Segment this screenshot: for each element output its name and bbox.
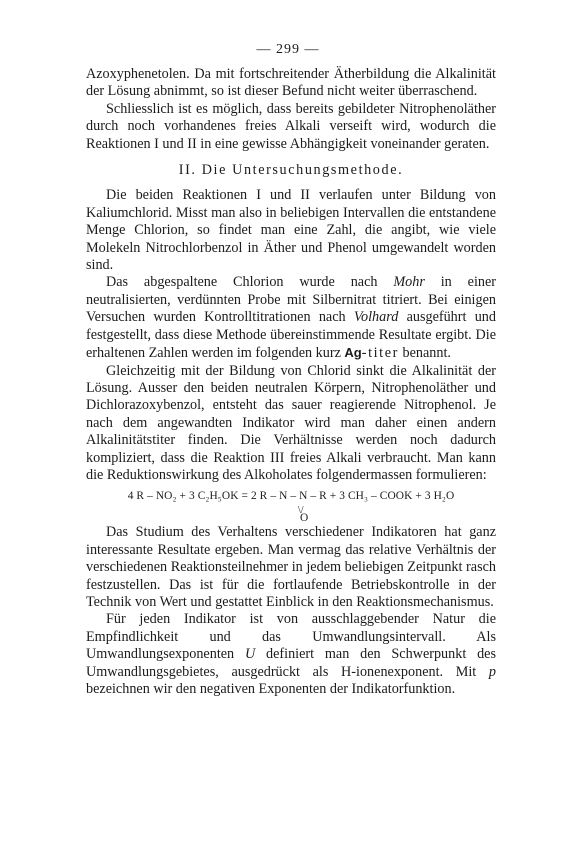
section-heading: II. Die Untersuchungsmethode. [178,162,404,179]
paragraph-5: Gleichzeitig mit der Bildung von Chlorid sinkt die Alkalinität der Lösung. Ausser den beiden neutralen Körpern, Nitrophenoläther und Dichlorazoxybenzol, entsteht das sauer reagierende Nitrophenol. Je nach dem angewandten Indikator wird man daher einen andern Alkalinitätstiter finden. Die Verhältnisse werden noch dadurch kompliziert, dass die Reaktion III freies Alkali verbraucht. Man kann die Reduktionswirkung des Alkoholates folgendermassen formulieren: [86,362,496,483]
author-mohr: Mohr [393,274,425,291]
formula-oxygen: O [300,512,309,525]
author-volhard: Volhard [353,309,399,326]
paragraph-7 [86,611,496,698]
paragraph-4-text-1: Das abgespaltene Chlorion wurde nach [106,274,394,291]
reaction-formula: 4 R – NO₂ + 3 C₂H₅OK = 2 R – N – N – R + 3 CH₃ – COOK + 3 H₂O [127,490,455,503]
paragraph-4-text-4: benannt. [398,345,451,362]
body-text [86,66,496,698]
titer-term: -titer [361,345,399,362]
ag-symbol: Ag [344,345,362,361]
paragraph-7-text-1: Für jeden Indikator ist von ausschlaggebender Natur die Empfindlichkeit und das Umwandlungsintervall. Als Umwandlungsexponenten [86,611,496,663]
page-number: — 299 — [256,42,320,57]
symbol-u: U [244,646,256,663]
paragraph-2: Schliesslich ist es möglich, dass bereits gebildeter Nitrophenoläther durch noch vorhandenes freies Alkali verseift wird, wodurch die Reaktionen I und II in eine gewisse Abhängigkeit voneinander geraten. [86,100,496,152]
paragraph-6: Das Studium des Verhaltens verschiedener Indikatoren hat ganz interessante Resultate ergeben. Man vermag das relative Verhältnis der verschiedenen Reaktionsteilnehmer in jedem beliebigen Zeitpunkt rasch festzustellen. Das ist für die fortlaufende Betriebskontrolle in der Technik von Wert und gestattet Einblick in den Reaktionsmechanismus. [86,524,496,610]
paragraph-4-text-3: ausgeführt und festgestellt, dass diese Methode übereinstimmende Resultate ergibt. Die erhaltenen Zahlen werden im folgenden kurz [86,309,496,362]
paragraph-3: Die beiden Reaktionen I und II verlaufen unter Bildung von Kaliumchlorid. Misst man also in beliebigen Intervallen die entstandene Menge Chlorion, so findet man eine Zahl, die angibt, wie viele Molekeln Nitrochlorbenzol in Äther und Phenol umgewandelt worden sind. [86,187,496,274]
formula-bridge: \/ [298,505,304,517]
paragraph-7-text-2: definiert man den Schwerpunkt des Umwandlungsgebietes, ausgedrückt als H-ionenexponent. Mit [86,646,496,680]
symbol-p: p [488,663,496,680]
paragraph-4-text-2: in einer neutralisierten, verdünnten Probe mit Silbernitrat titriert. Bei einigen Versuchen wurden Kontrolltitrationen nach [86,274,496,326]
paragraph-1: Azoxyphenetolen. Da mit fortschreitender Ätherbildung die Alkalinität der Lösung abnimmt, so ist dieser Befund nicht weiter überraschend. [86,66,496,100]
paragraph-4 [86,274,496,362]
formula-oxygen-bridge [86,504,496,524]
paragraph-7-text-3: bezeichnen wir den negativen Exponenten der Indikatorfunktion. [86,681,456,697]
